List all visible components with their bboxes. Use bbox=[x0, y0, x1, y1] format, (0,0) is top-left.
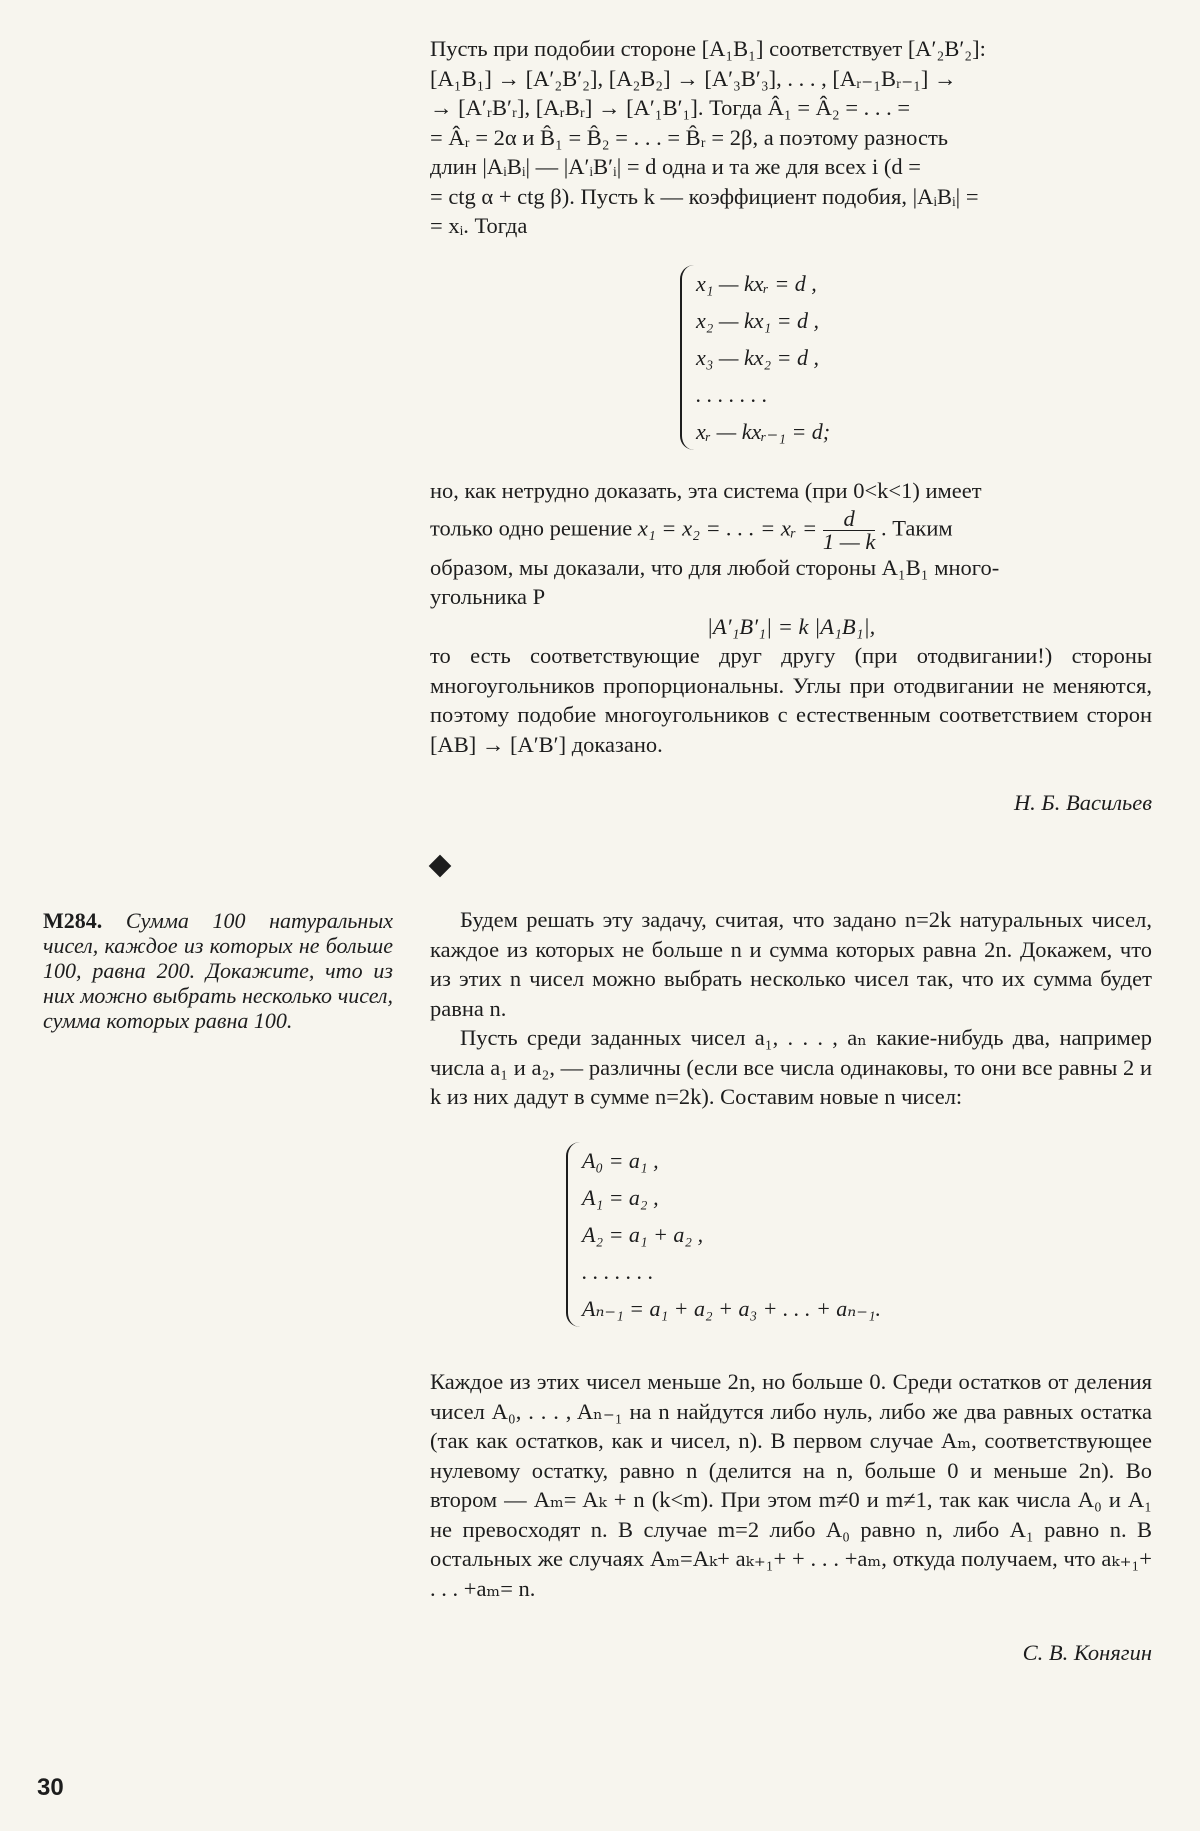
text-paragraph: то есть соответствующие друг другу (при отодвигании!) стороны многоугольников пропорциональны. Углы при отодвигании не меняются, поэтому подобие многоугольников с естественным соответствием сторон [AB] → [A′B′] доказано. bbox=[430, 643, 1152, 757]
text-line: = ctg α + ctg β). Пусть k — коэффициент подобия, |AᵢBᵢ| = bbox=[430, 183, 979, 209]
solution-line bbox=[430, 505, 1152, 554]
text-line: = Âᵣ = 2α и B̂₁ = B̂₂ = . . . = B̂ᵣ = 2β, а поэтому разность bbox=[430, 124, 949, 150]
fraction-denominator: 1 — k bbox=[822, 528, 876, 554]
text-line: образом, мы доказали, что для любой стороны A₁B₁ много- bbox=[430, 554, 1000, 580]
text-line: Пусть при подобии стороне [A₁B₁] соответствует [A′₂B′₂]: bbox=[430, 36, 986, 61]
solution-conclusion bbox=[430, 1367, 1152, 1603]
equation-row: A₁ = a₂ , bbox=[582, 1185, 659, 1210]
top-text-block bbox=[430, 34, 1152, 241]
equation-row: A₀ = a₁ , bbox=[582, 1148, 659, 1173]
problem-number: M284. bbox=[43, 908, 103, 933]
equation-system-2 bbox=[566, 1142, 881, 1327]
text-paragraph: Каждое из этих чисел меньше 2n, но больше 0. Среди остатков от деления чисел A₀, . . . , Aₙ₋₁ на n найдутся либо нуль, либо же два равных остатка (так как остатков, как и чисел, n). В первом случае Aₘ, соответствующее нулевому остатку, равно n (делится на n, больше 0 и меньше 2n). Во втором — Aₘ= Aₖ + n (k<m). При этом m≠0 и m≠1, так как числа A₀ и A₁ не превосходят n. В случае m=2 либо A₀ равно n, либо A₁ равно n. В остальных же случаях Aₘ=Aₖ+ aₖ₊₁+ + . . . +aₘ, откуда получаем, что aₖ₊₁+ . . . +aₘ= n. bbox=[430, 1369, 1152, 1601]
text-fragment: . Таким bbox=[880, 515, 953, 541]
fraction bbox=[822, 505, 876, 554]
equation-row: A₂ = a₁ + a₂ , bbox=[582, 1222, 704, 1247]
conclusion-block bbox=[430, 476, 1152, 759]
equation-row: . . . . . . . bbox=[696, 382, 768, 407]
section-divider-diamond bbox=[429, 855, 452, 878]
text-line: длин |AᵢBᵢ| — |A′ᵢB′ᵢ| = d одна и та же для всех i (d = bbox=[430, 154, 921, 179]
text-line: [A₁B₁] → [A′₂B′₂], [A₂B₂] → [A′₃B′₃], . . . , [Aᵣ₋₁Bᵣ₋₁] → bbox=[430, 65, 957, 91]
equation-row: x₁ — kxᵣ = d , bbox=[696, 271, 817, 296]
text-paragraph: Будем решать эту задачу, считая, что задано n=2k натуральных чисел, каждое из которых не больше n и сумма которых равна 2n. Докажем, что из этих n чисел можно выбрать несколько чисел так, что их сумма будет равна n. bbox=[430, 907, 1152, 1021]
equation-system-1 bbox=[680, 265, 830, 450]
author-signature-1: Н. Б. Васильев bbox=[1013, 790, 1152, 815]
equation-row: x₃ — kx₂ = d , bbox=[696, 345, 819, 370]
solution-block bbox=[430, 905, 1152, 1112]
formula: |A′₁B′₁| = k |A₁B₁|, bbox=[706, 613, 876, 639]
equation-fragment: x₁ = x₂ = . . . = xᵣ = bbox=[637, 515, 818, 541]
fraction-numerator: d bbox=[843, 505, 855, 531]
equation-row: Aₙ₋₁ = a₁ + a₂ + a₃ + . . . + aₙ₋₁. bbox=[582, 1296, 881, 1321]
text-line: угольника P bbox=[430, 584, 546, 609]
equation-row: . . . . . . . bbox=[582, 1259, 654, 1284]
text-line: → [A′ᵣB′ᵣ], [AᵣBᵣ] → [A′₁B′₁]. Тогда Â₁ = Â₂ = . . . = bbox=[430, 95, 911, 120]
page-number: 30 bbox=[37, 1774, 64, 1801]
problem-text: Сумма 100 натуральных чисел, каждое из которых не больше 100, равна 200. Докажите, что из них можно выбрать несколько чисел, сумма которых равна 100. bbox=[43, 908, 394, 1033]
author-signature-2: С. В. Конягин bbox=[1022, 1640, 1152, 1665]
text-paragraph: Пусть среди заданных чисел a₁, . . . , aₙ какие-нибудь два, например числа a₁ и a₂, — различны (если все числа одинаковы, то они все равны 2 и k из них дадут в сумме n=2k). Составим новые n чисел: bbox=[430, 1025, 1152, 1109]
text-line: но, как нетрудно доказать, эта система (при 0<k<1) имеет bbox=[430, 478, 982, 503]
text-fragment: только одно решение bbox=[430, 515, 633, 541]
text-line: = xᵢ. Тогда bbox=[430, 213, 528, 238]
equation-row: x₂ — kx₁ = d , bbox=[696, 308, 819, 333]
problem-statement bbox=[43, 908, 393, 1033]
equation-row: xᵣ — kxᵣ₋₁ = d; bbox=[696, 419, 831, 444]
